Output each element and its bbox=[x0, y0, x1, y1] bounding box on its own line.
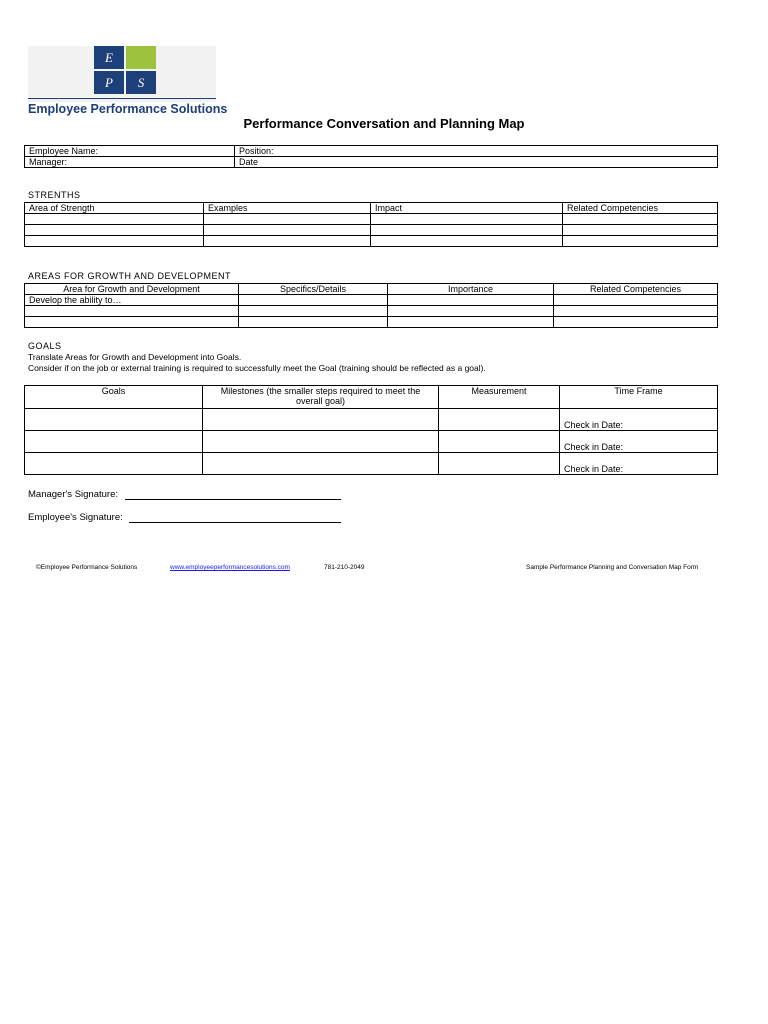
table-row bbox=[25, 431, 718, 453]
date-label: Date bbox=[235, 157, 718, 168]
footer-phone: 781-210-2049 bbox=[324, 564, 365, 571]
growth-heading: AREAS FOR GROWTH AND DEVELOPMENT bbox=[28, 271, 232, 281]
logo-green-square bbox=[126, 46, 156, 69]
employee-name-label: Employee Name: bbox=[25, 146, 235, 157]
growth-table bbox=[24, 283, 718, 328]
table-row bbox=[25, 409, 718, 431]
table-row bbox=[25, 306, 718, 317]
goals-col-measurement: Measurement bbox=[439, 386, 560, 409]
goals-col-time-frame: Time Frame bbox=[560, 386, 718, 409]
logo-rule bbox=[28, 98, 216, 99]
table-row bbox=[25, 295, 718, 306]
page-title: Performance Conversation and Planning Map bbox=[243, 116, 525, 131]
website-link[interactable]: www.employeeperformancesolutions.com bbox=[170, 564, 290, 571]
strengths-col-examples: Examples bbox=[204, 203, 371, 214]
company-logo bbox=[94, 46, 156, 94]
company-name: Employee Performance Solutions bbox=[28, 102, 228, 116]
table-row bbox=[25, 453, 718, 475]
logo-letter-s: S bbox=[126, 71, 156, 94]
footer-copyright: ©Employee Performance Solutions bbox=[36, 564, 138, 571]
manager-signature-label: Manager's Signature: bbox=[28, 489, 119, 500]
goals-col-milestones: Milestones (the smaller steps required to meet the overall goal) bbox=[203, 386, 439, 409]
manager-label: Manager: bbox=[25, 157, 235, 168]
goals-heading: GOALS bbox=[28, 341, 62, 351]
growth-col-area: Area for Growth and Development bbox=[25, 284, 239, 295]
growth-col-specifics: Specifics/Details bbox=[239, 284, 388, 295]
footer-website-link[interactable] bbox=[170, 564, 290, 571]
logo-letter-p: P bbox=[94, 71, 124, 94]
table-row bbox=[25, 317, 718, 328]
strengths-heading: STRENTHS bbox=[28, 190, 81, 200]
manager-signature bbox=[28, 489, 341, 500]
goals-note-training: Consider if on the job or external training is required to successfully meet the Goal (training should be reflected as a goal). bbox=[28, 363, 486, 373]
strengths-table bbox=[24, 202, 718, 247]
table-row bbox=[25, 225, 718, 236]
growth-col-competencies: Related Competencies bbox=[554, 284, 718, 295]
employee-signature bbox=[28, 512, 341, 523]
growth-first-entry: Develop the ability to… bbox=[25, 295, 239, 306]
table-row bbox=[25, 214, 718, 225]
growth-col-importance: Importance bbox=[388, 284, 554, 295]
strengths-col-area: Area of Strength bbox=[25, 203, 204, 214]
table-row bbox=[25, 236, 718, 247]
check-in-date-label: Check in Date: bbox=[560, 453, 718, 475]
strengths-col-competencies: Related Competencies bbox=[563, 203, 718, 214]
goals-table bbox=[24, 385, 718, 475]
strengths-col-impact: Impact bbox=[371, 203, 563, 214]
check-in-date-label: Check in Date: bbox=[560, 409, 718, 431]
position-label: Position: bbox=[235, 146, 718, 157]
logo-letter-e: E bbox=[94, 46, 124, 69]
goals-note-translate: Translate Areas for Growth and Development into Goals. bbox=[28, 352, 242, 362]
manager-signature-line[interactable] bbox=[125, 489, 341, 500]
check-in-date-label: Check in Date: bbox=[560, 431, 718, 453]
employee-signature-label: Employee's Signature: bbox=[28, 512, 123, 523]
employee-signature-line[interactable] bbox=[129, 512, 341, 523]
goals-col-goals: Goals bbox=[25, 386, 203, 409]
employee-info-table bbox=[24, 145, 718, 168]
footer-form-title: Sample Performance Planning and Conversation Map Form bbox=[526, 564, 699, 571]
